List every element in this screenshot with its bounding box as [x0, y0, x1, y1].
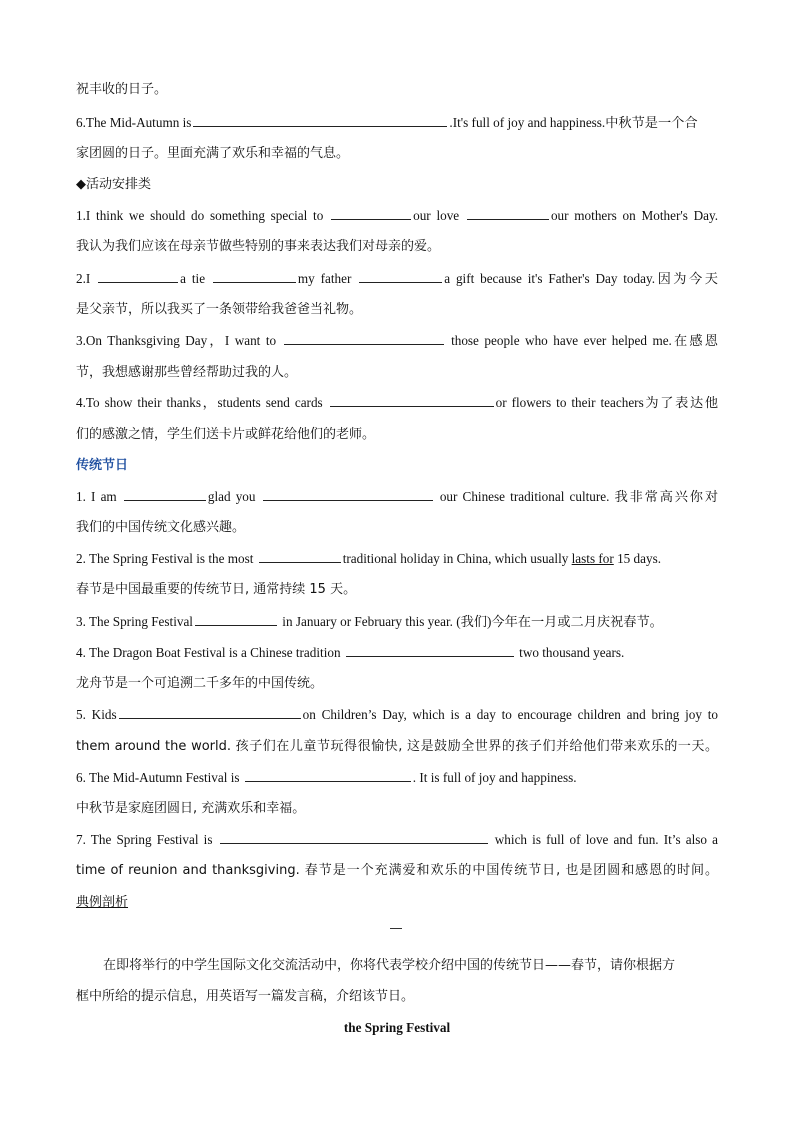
text-line [76, 831, 718, 849]
text-line [76, 769, 577, 787]
text-line: 我认为我们应该在母亲节做些特别的事来表达我们对母亲的爱。 [76, 239, 441, 254]
text-span: 1.I think we should do something special to [76, 208, 324, 223]
underlined-phrase: lasts for [571, 551, 614, 566]
text-span: 3. The Spring Festival [76, 614, 193, 629]
fill-blank[interactable] [213, 270, 296, 283]
fill-blank[interactable] [119, 706, 301, 719]
text-line [76, 613, 663, 631]
fill-blank[interactable] [193, 114, 447, 127]
fill-blank[interactable] [220, 831, 488, 844]
fill-blank[interactable] [330, 394, 494, 407]
section-heading-traditional-festivals: 传统节日 [76, 458, 129, 473]
text-span: 15 days. [613, 551, 662, 566]
text-span: or flowers to their teachers为了表达他 [495, 395, 719, 410]
section-heading-example-analysis: 典例剖析 [76, 895, 129, 910]
text-span: 1. I am [76, 489, 117, 504]
text-span: a tie [180, 271, 206, 286]
fill-blank[interactable] [331, 207, 411, 220]
fill-blank[interactable] [259, 550, 341, 563]
text-line [76, 332, 718, 350]
text-line: 家团圆的日子。里面充满了欢乐和幸福的气息。 [76, 146, 350, 161]
page-divider-dash [390, 928, 402, 929]
text-span: 6.The Mid-Autumn is [76, 115, 192, 130]
text-span: . It is full of joy and happiness. [412, 770, 577, 785]
text-span: those people who have ever helped me.在感恩 [451, 333, 718, 348]
text-line: 框中所给的提示信息，用英语写一篇发言稿，介绍该节日。 [76, 989, 415, 1004]
text-line: 祝丰收的日子。 [76, 82, 168, 97]
text-line: 节，我想感谢那些曾经帮助过我的人。 [76, 365, 298, 380]
fill-blank[interactable] [98, 270, 178, 283]
fill-blank[interactable] [467, 207, 549, 220]
text-line: them around the world. 孩子们在儿童节玩得很愉快, 这是鼓励全世界的孩子们并给他们带来欢乐的一天。 [76, 739, 718, 754]
text-span: 2.I [76, 271, 91, 286]
text-span: 4.To show their thanks，students send cards [76, 395, 323, 410]
text-line [76, 550, 661, 568]
text-span: 7. The Spring Festival is [76, 832, 213, 847]
section-heading: ◆活动安排类 [76, 177, 151, 192]
text-span: .It's full of joy and happiness.中秋节是一个合 [449, 115, 698, 130]
fill-blank[interactable] [195, 613, 277, 626]
fill-blank[interactable] [124, 488, 206, 501]
text-line: 春节是中国最重要的传统节日, 通常持续 15 天。 [76, 582, 357, 597]
text-span: our mothers on Mother's Day. [550, 208, 719, 223]
text-line: time of reunion and thanksgiving. 春节是一个充满爱和欢乐的中国传统节日, 也是团圆和感恩的时间。 [76, 863, 718, 878]
text-line: 我们的中国传统文化感兴趣。 [76, 520, 246, 535]
text-span: glad you [207, 489, 256, 504]
text-span: 3.On Thanksgiving Day，I want to [76, 333, 277, 348]
text-span: my father [297, 271, 352, 286]
fill-blank[interactable] [263, 488, 433, 501]
text-line: 在即将举行的中学生国际文化交流活动中，你将代表学校介绍中国的传统节日——春节，请你根据方 [103, 958, 676, 973]
text-line [76, 488, 718, 506]
text-span: two thousand years. [519, 645, 625, 660]
essay-title: the Spring Festival [343, 1020, 451, 1035]
text-span: which is full of love and fun. It’s also a [494, 832, 718, 847]
text-span: 5. Kids [76, 707, 117, 722]
fill-blank[interactable] [245, 769, 411, 782]
text-line: 龙舟节是一个可追溯二千多年的中国传统。 [76, 676, 324, 691]
fill-blank[interactable] [284, 332, 444, 345]
text-line: 中秋节是家庭团圆日, 充满欢乐和幸福。 [76, 801, 306, 816]
text-line [76, 644, 624, 662]
text-span: 2. The Spring Festival is the most [76, 551, 254, 566]
text-span: in January or February this year. (我们)今年在一月或二月庆祝春节。 [282, 614, 663, 629]
text-span: 4. The Dragon Boat Festival is a Chinese tradition [76, 645, 341, 660]
text-span: our Chinese traditional culture. 我非常高兴你对 [439, 489, 719, 504]
text-span: on Children’s Day, which is a day to encourage children and bring joy to [302, 707, 719, 722]
text-line [76, 207, 718, 225]
text-line: 是父亲节，所以我买了一条领带给我爸爸当礼物。 [76, 302, 363, 317]
text-span: 6. The Mid-Autumn Festival is [76, 770, 240, 785]
text-line [76, 394, 718, 412]
text-line [76, 706, 718, 724]
text-line [76, 270, 718, 288]
text-span: a gift because it's Father's Day today.因为今天 [444, 271, 718, 286]
text-line [76, 114, 698, 132]
fill-blank[interactable] [346, 644, 514, 657]
text-line: 们的感激之情，学生们送卡片或鲜花给他们的老师。 [76, 427, 376, 442]
text-span: our love [413, 208, 460, 223]
fill-blank[interactable] [359, 270, 442, 283]
text-span: traditional holiday in China, which usually [342, 551, 572, 566]
